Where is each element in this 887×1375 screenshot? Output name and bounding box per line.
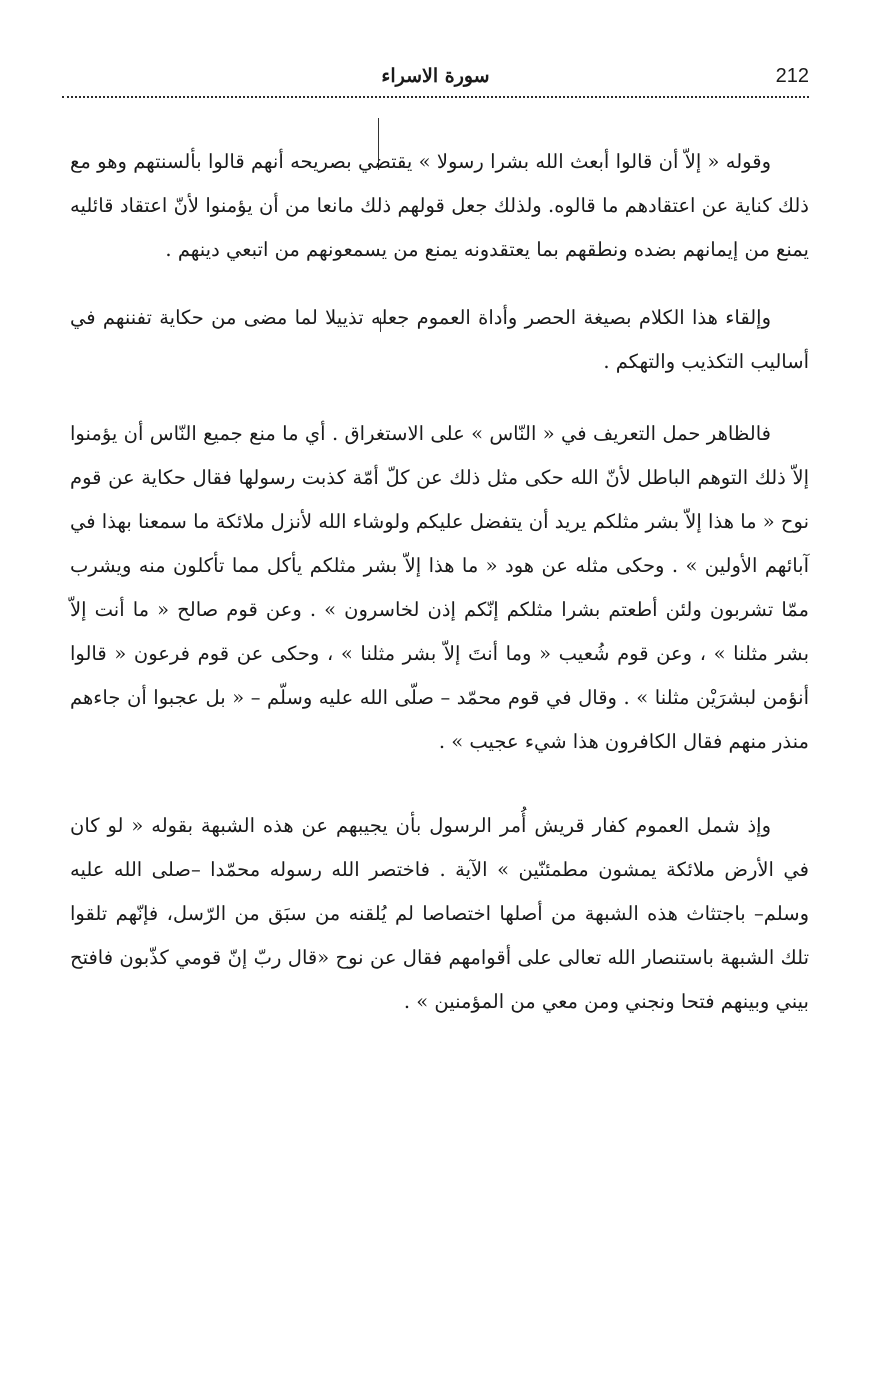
paragraph: وقوله « إلاّ أن قالوا أبعث الله بشرا رسولا » يقتضي بصريحه أنهم قالوا بألسنتهم وهو مع ذلك كناية عن اعتقادهم ما قالوه. ولذلك جعل قولهم ذلك مانعا من أن يؤمنوا لأنّ اعتقاد قائليه يمنع من إيمانهم بضده ونطقهم بما يعتقدونه يمنع من يسمعونهم من اتبعي دينهم . (70, 150, 809, 261)
paragraph: وإذ شمل العموم كفار قريش أُمر الرسول بأن يجيبهم عن هذه الشبهة بقوله « لو كان في الأرض ملائكة يمشون مطمئنّين » الآية . فاختصر الله رسوله محمّدا –صلى الله عليه وسلم– باجتثاث هذه الشبهة من أصلها اختصاصا لم يُلقنه من سبَق من الرّسل، فإنّهم تلقوا تلك الشبهة باستنصار الله تعالى على أقوامهم فقال عن نوح «قال ربّ إنّ قومي كذّبون فافتح بيني وبينهم فتحا ونجني ومن معي من المؤمنين » . (70, 814, 809, 1013)
paragraph: وإلقاء هذا الكلام بصيغة الحصر وأداة العموم جعله تذييلا لما مضى من حكاية تفننهم في أساليب التكذيب والتهكم . (70, 306, 809, 373)
page-number: 212 (775, 65, 809, 87)
body-text (70, 140, 809, 1024)
paragraph: فالظاهر حمل التعريف في « النّاس » على الاستغراق . أي ما منع جميع النّاس أن يؤمنوا إلاّ ذلك التوهم الباطل لأنّ الله حكى مثل ذلك عن كلّ أمّة كذبت رسولها فقال حكاية عن قوم نوح « ما هذا إلاّ بشر مثلكم يريد أن يتفضل عليكم ولوشاء الله لأنزل ملائكة ما سمعنا بهذا في آبائهم الأولين » . وحكى مثله عن هود « ما هذا إلاّ بشر مثلكم يأكل مما تأكلون منه ويشرب ممّا تشربون ولئن أطعتم بشرا مثلكم إنّكم إذن لخاسرون » . وعن قوم صالح « ما أنت إلاّ بشر مثلنا » ، وعن قوم شُعيب « وما أنتَ إلاّ بشر مثلنا » ، وحكى عن قوم فرعون « قالوا أنؤمن لبشرَيْن مثلنا » . وقال في قوم محمّد – صلّى الله عليه وسلّم – « بل عجبوا أن جاءهم منذر منهم فقال الكافرون هذا شيء عجيب » . (70, 422, 809, 753)
running-title: سورة الاسراء (381, 65, 490, 87)
page-header (62, 62, 809, 94)
header-divider (62, 96, 809, 98)
